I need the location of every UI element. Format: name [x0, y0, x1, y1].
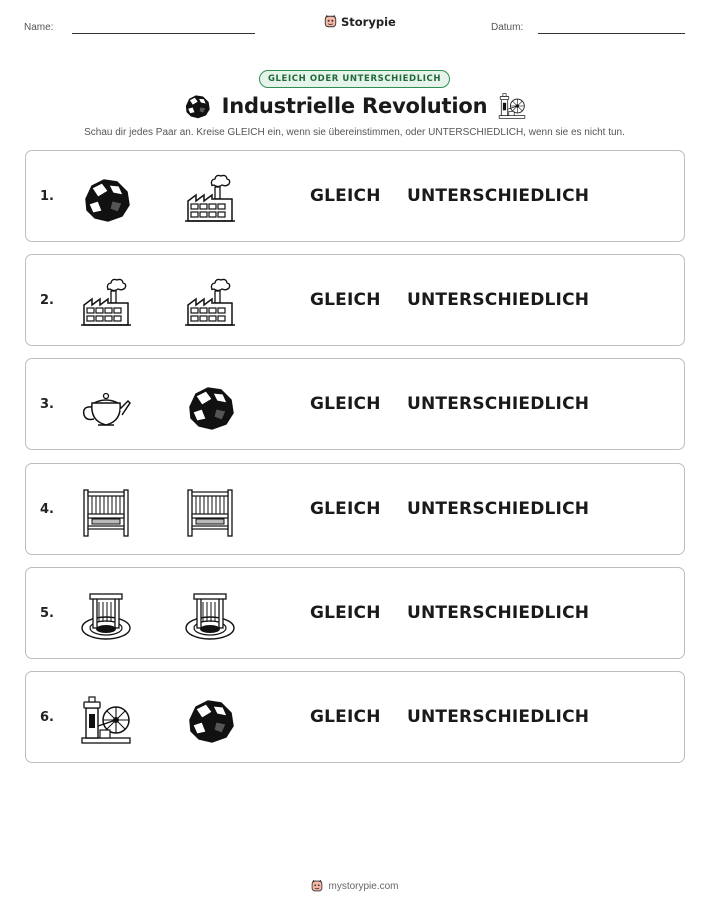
item-number: 4. [40, 502, 54, 517]
storypie-logo [323, 14, 396, 29]
option-different[interactable]: UNTERSCHIEDLICH [407, 394, 590, 414]
item-row [25, 254, 685, 346]
loom-icon [182, 484, 238, 540]
factory-icon [78, 275, 134, 331]
steam-engine-icon [497, 91, 527, 121]
item-row [25, 463, 685, 555]
worksheet-type-badge: GLEICH ODER UNTERSCHIEDLICH [259, 70, 450, 88]
item-row [25, 567, 685, 659]
option-different[interactable]: UNTERSCHIEDLICH [407, 186, 590, 206]
item-number: 5. [40, 606, 54, 621]
name-field[interactable] [72, 33, 255, 34]
coal-icon [78, 171, 134, 227]
loom-icon [78, 484, 134, 540]
footer-url: mystorypie.com [328, 880, 399, 892]
coal-icon [182, 91, 212, 121]
worksheet-header [24, 14, 685, 42]
name-label: Name: [24, 22, 54, 33]
option-different[interactable]: UNTERSCHIEDLICH [407, 499, 590, 519]
option-same[interactable]: GLEICH [310, 394, 381, 414]
option-different[interactable]: UNTERSCHIEDLICH [407, 707, 590, 727]
mine-shaft-icon [78, 588, 134, 644]
brand-name: Storypie [341, 14, 396, 29]
item-row [25, 358, 685, 450]
option-same[interactable]: GLEICH [310, 186, 381, 206]
factory-icon [182, 171, 238, 227]
mine-shaft-icon [182, 588, 238, 644]
item-number: 3. [40, 397, 54, 412]
date-field[interactable] [538, 33, 685, 34]
item-number: 1. [40, 189, 54, 204]
coal-icon [182, 692, 238, 748]
instructions: Schau dir jedes Paar an. Kreise GLEICH ein, wenn sie übereinstimmen, oder UNTERSCHIEDLICH, wenn sie es nicht tun. [84, 127, 625, 138]
item-row [25, 671, 685, 763]
storypie-mascot-icon [310, 879, 324, 893]
title-row [0, 91, 709, 121]
teapot-icon [78, 379, 134, 435]
coal-icon [182, 379, 238, 435]
option-same[interactable]: GLEICH [310, 499, 381, 519]
option-same[interactable]: GLEICH [310, 290, 381, 310]
date-label: Datum: [491, 22, 524, 33]
steam-engine-icon [78, 692, 134, 748]
option-different[interactable]: UNTERSCHIEDLICH [407, 603, 590, 623]
page-title: Industrielle Revolution [221, 94, 488, 118]
storypie-mascot-icon [323, 14, 338, 29]
option-same[interactable]: GLEICH [310, 603, 381, 623]
option-same[interactable]: GLEICH [310, 707, 381, 727]
item-number: 6. [40, 710, 54, 725]
item-row [25, 150, 685, 242]
option-different[interactable]: UNTERSCHIEDLICH [407, 290, 590, 310]
factory-icon [182, 275, 238, 331]
item-number: 2. [40, 293, 54, 308]
footer [0, 879, 709, 893]
